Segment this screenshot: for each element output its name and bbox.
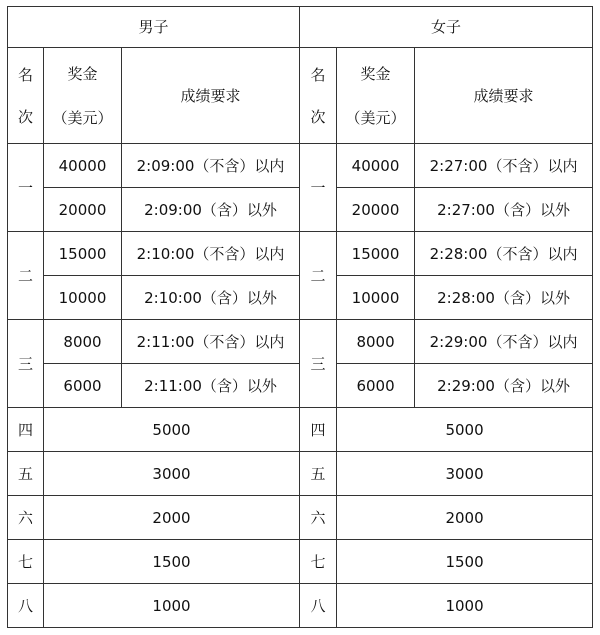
women-rank-header: 名 次 xyxy=(300,48,337,144)
women-requirement-header: 成绩要求 xyxy=(415,48,593,144)
table-row xyxy=(8,232,593,276)
men-requirement-header: 成绩要求 xyxy=(122,48,300,144)
prize-cell: 2000 xyxy=(337,496,593,540)
men-rank-header: 名 次 xyxy=(8,48,44,144)
women-header: 女子 xyxy=(300,7,593,48)
rank-cell: 五 xyxy=(8,452,44,496)
prize-cell: 1000 xyxy=(337,584,593,628)
rank-cell: 八 xyxy=(300,584,337,628)
prize-cell: 8000 xyxy=(337,320,415,364)
table-row xyxy=(8,584,593,628)
prize-cell: 5000 xyxy=(44,408,300,452)
men-prize-header: 奖金 （美元） xyxy=(44,48,122,144)
prize-cell: 10000 xyxy=(337,276,415,320)
rank-cell: 三 xyxy=(8,320,44,408)
requirement-cell: 2:27:00（含）以外 xyxy=(415,188,593,232)
prize-cell: 20000 xyxy=(44,188,122,232)
rank-cell: 二 xyxy=(8,232,44,320)
rank-cell: 七 xyxy=(300,540,337,584)
rank-cell: 四 xyxy=(8,408,44,452)
prize-cell: 3000 xyxy=(44,452,300,496)
prize-cell: 40000 xyxy=(44,144,122,188)
men-header: 男子 xyxy=(8,7,300,48)
header-row-gender xyxy=(8,7,593,48)
rank-cell: 一 xyxy=(300,144,337,232)
prize-cell: 10000 xyxy=(44,276,122,320)
requirement-cell: 2:10:00（不含）以内 xyxy=(122,232,300,276)
rank-cell: 三 xyxy=(300,320,337,408)
prize-cell: 6000 xyxy=(44,364,122,408)
prize-table xyxy=(7,6,593,628)
prize-cell: 15000 xyxy=(337,232,415,276)
prize-cell: 2000 xyxy=(44,496,300,540)
rank-cell: 八 xyxy=(8,584,44,628)
women-prize-header: 奖金 （美元） xyxy=(337,48,415,144)
requirement-cell: 2:28:00（不含）以内 xyxy=(415,232,593,276)
rank-cell: 六 xyxy=(300,496,337,540)
rank-cell: 一 xyxy=(8,144,44,232)
prize-cell: 8000 xyxy=(44,320,122,364)
table-row xyxy=(8,144,593,188)
rank-cell: 五 xyxy=(300,452,337,496)
table-row xyxy=(8,320,593,364)
prize-cell: 5000 xyxy=(337,408,593,452)
prize-cell: 1000 xyxy=(44,584,300,628)
prize-cell: 1500 xyxy=(44,540,300,584)
table-row xyxy=(8,452,593,496)
prize-cell: 20000 xyxy=(337,188,415,232)
requirement-cell: 2:11:00（不含）以内 xyxy=(122,320,300,364)
header-row-columns xyxy=(8,48,593,144)
rank-cell: 二 xyxy=(300,232,337,320)
rank-cell: 六 xyxy=(8,496,44,540)
requirement-cell: 2:10:00（含）以外 xyxy=(122,276,300,320)
prize-cell: 15000 xyxy=(44,232,122,276)
requirement-cell: 2:09:00（含）以外 xyxy=(122,188,300,232)
rank-cell: 四 xyxy=(300,408,337,452)
prize-cell: 40000 xyxy=(337,144,415,188)
requirement-cell: 2:29:00（含）以外 xyxy=(415,364,593,408)
prize-cell: 6000 xyxy=(337,364,415,408)
table-row xyxy=(8,408,593,452)
table-row xyxy=(8,540,593,584)
prize-cell: 1500 xyxy=(337,540,593,584)
requirement-cell: 2:11:00（含）以外 xyxy=(122,364,300,408)
requirement-cell: 2:27:00（不含）以内 xyxy=(415,144,593,188)
requirement-cell: 2:09:00（不含）以内 xyxy=(122,144,300,188)
prize-cell: 3000 xyxy=(337,452,593,496)
rank-cell: 七 xyxy=(8,540,44,584)
table-row xyxy=(8,496,593,540)
requirement-cell: 2:28:00（含）以外 xyxy=(415,276,593,320)
requirement-cell: 2:29:00（不含）以内 xyxy=(415,320,593,364)
